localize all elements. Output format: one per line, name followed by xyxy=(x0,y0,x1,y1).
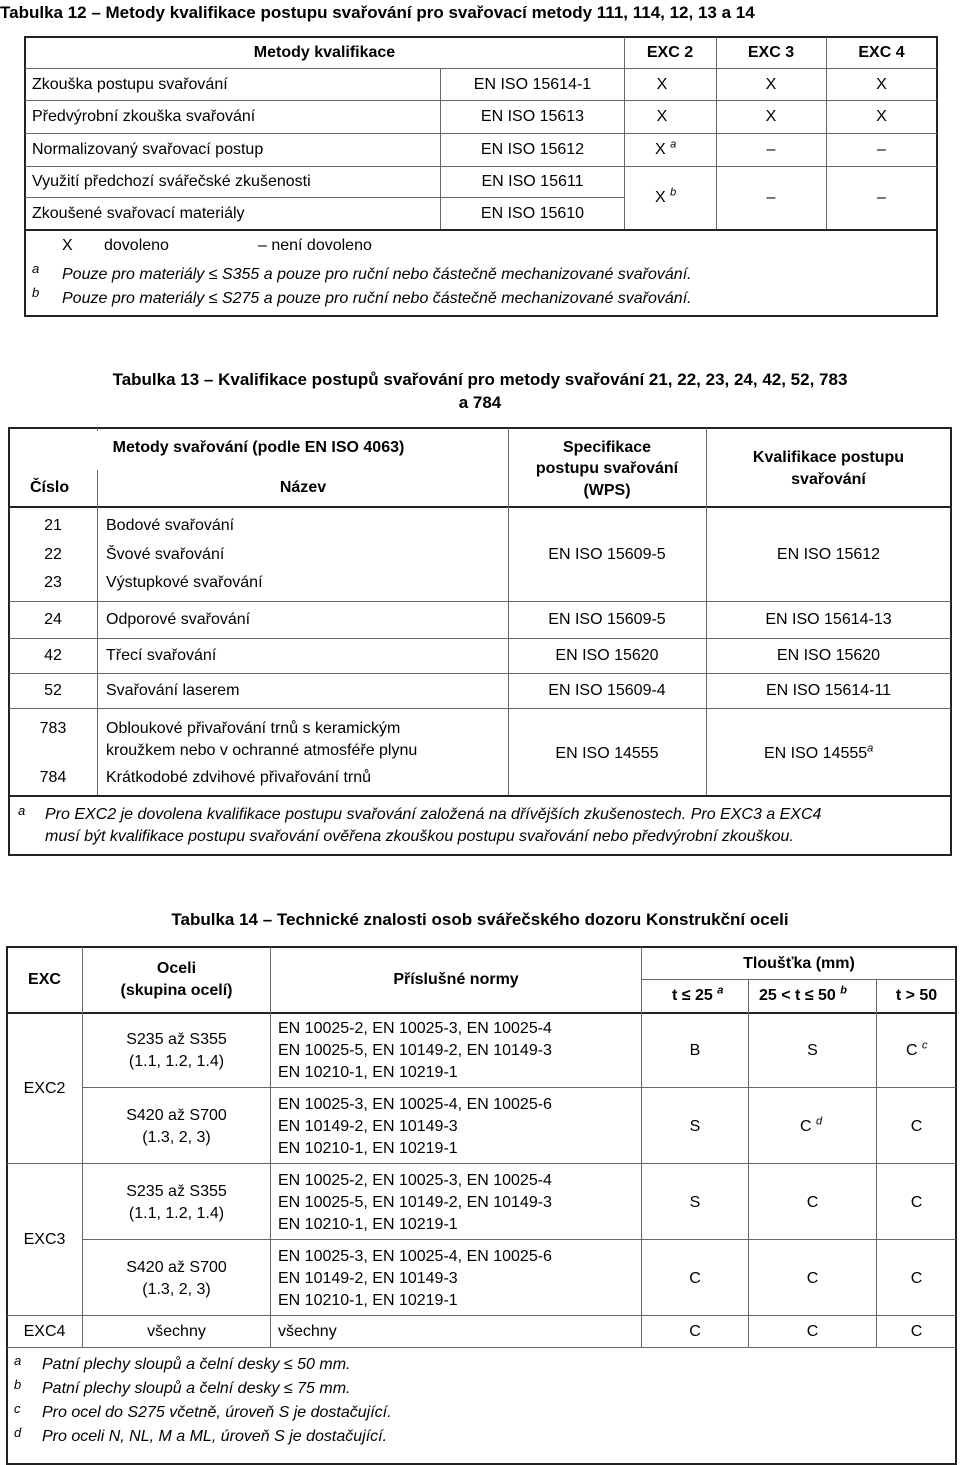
t14-norm: EN 10210-1, EN 10219-1 xyxy=(278,1064,458,1081)
t13-note-mark: a xyxy=(18,803,26,818)
t12-row-exc3: – xyxy=(766,141,776,158)
t12-note-mark: a xyxy=(32,261,40,276)
t14-grade: C xyxy=(806,1194,819,1211)
t14-norm: EN 10149-2, EN 10149-3 xyxy=(278,1270,458,1287)
t14-norm: EN 10025-2, EN 10025-3, EN 10025-4 xyxy=(278,1172,552,1189)
t14-norm: EN 10025-5, EN 10149-2, EN 10149-3 xyxy=(278,1194,552,1211)
t14-exc4: EXC4 xyxy=(23,1323,66,1340)
t12-row-exc4: – xyxy=(877,141,886,158)
t13-row-num: 21 xyxy=(44,517,62,534)
t13-group2-wps: EN ISO 14555 xyxy=(555,745,659,762)
t14-grade: C xyxy=(910,1323,923,1340)
t14-steel: S235 až S355 xyxy=(126,1183,227,1200)
t14-head-steel: Oceli xyxy=(156,960,197,977)
t14-norm: EN 10025-5, EN 10149-2, EN 10149-3 xyxy=(278,1042,552,1059)
t13-row-num: 783 xyxy=(39,720,67,737)
t12-note-mark: b xyxy=(32,285,40,300)
table13-title-line1: Tabulka 13 – Kvalifikace postupů svařování pro metody svařování 21, 22, 23, 24, 42, 52, 783 xyxy=(112,370,848,389)
t14-norm: EN 10210-1, EN 10219-1 xyxy=(278,1216,458,1233)
t13-head-number: Číslo xyxy=(30,479,70,496)
t14-steel-group: (1.3, 2, 3) xyxy=(142,1281,211,1298)
t13-row-name: Svařování laserem xyxy=(106,682,240,699)
t13-row-wps: EN ISO 15609-5 xyxy=(548,611,666,628)
t13-head-qual: Kvalifikace postupu xyxy=(752,449,905,466)
t14-head-col3: t > 50 xyxy=(895,987,938,1004)
t13-row-qual: EN ISO 15620 xyxy=(776,647,881,664)
t13-row-qual: EN ISO 15614-11 xyxy=(765,682,892,699)
t13-row-num: 52 xyxy=(44,682,62,699)
t14-exc4-norms: všechny xyxy=(278,1323,337,1340)
t14-norm: EN 10210-1, EN 10219-1 xyxy=(278,1140,458,1157)
t12-head-methods: Metody kvalifikace xyxy=(253,44,396,61)
t13-row-qual: EN ISO 15614-13 xyxy=(765,611,892,628)
t13-row-num: 42 xyxy=(44,647,62,664)
t14-norm: EN 10025-3, EN 10025-4, EN 10025-6 xyxy=(278,1248,552,1265)
t12-row-name: Využití předchozí svářečské zkušenosti xyxy=(32,173,311,190)
t13-row-num: 24 xyxy=(44,611,62,628)
t14-grade: S xyxy=(689,1194,701,1211)
t14-head-col1: t ≤ 25 $^a$ xyxy=(672,984,724,1004)
t12-row-exc3: X xyxy=(765,76,777,93)
t14-norm: EN 10149-2, EN 10149-3 xyxy=(278,1118,458,1135)
t14-head-thickness: Tloušťka (mm) xyxy=(743,955,855,972)
t12-legend-x: X xyxy=(62,237,73,254)
t14-grade: C $^c$ xyxy=(906,1039,928,1059)
t14-norm: EN 10025-2, EN 10025-3, EN 10025-4 xyxy=(278,1020,552,1037)
t13-group1-qual: EN ISO 15612 xyxy=(776,546,881,563)
t14-note-mark: a xyxy=(14,1353,22,1368)
t13-head-wps: postupu svařování xyxy=(535,460,679,477)
t14-note-mark: c xyxy=(14,1401,21,1416)
t12-legend-allowed: dovoleno xyxy=(104,237,169,254)
t12-row-std: EN ISO 15611 xyxy=(481,173,584,190)
t12-row-exc2: X $^a$ xyxy=(655,138,677,158)
t14-note-mark: b xyxy=(14,1377,22,1392)
t14-norm: EN 10210-1, EN 10219-1 xyxy=(278,1292,458,1309)
t14-note-text: Pro oceli N, NL, M a ML, úroveň S je dostačující. xyxy=(42,1428,388,1445)
t13-note-text: musí být kvalifikace postupu svařování ověřena zkouškou postupu svařování nebo předvýrobní zkouškou. xyxy=(45,828,794,845)
t14-head-steel: (skupina ocelí) xyxy=(120,982,233,999)
t14-grade: C xyxy=(910,1118,923,1135)
t14-grade: C xyxy=(806,1323,819,1340)
t14-steel-group: (1.3, 2, 3) xyxy=(142,1129,211,1146)
t13-row-wps: EN ISO 15620 xyxy=(555,647,659,664)
t12-row-name: Zkoušené svařovací materiály xyxy=(32,205,245,222)
t12-row-std: EN ISO 15613 xyxy=(480,108,585,125)
t12-row-name: Předvýrobní zkouška svařování xyxy=(32,108,256,125)
t14-exc4-steel: všechny xyxy=(147,1323,206,1340)
t14-note-text: Patní plechy sloupů a čelní desky ≤ 75 mm. xyxy=(42,1380,351,1397)
t14-steel: S420 až S700 xyxy=(126,1259,227,1276)
t12-head-exc2: EXC 2 xyxy=(646,44,694,61)
table13-title-line2: a 784 xyxy=(458,393,502,412)
t12-head-exc3: EXC 3 xyxy=(747,44,795,61)
t14-head-exc: EXC xyxy=(28,971,61,988)
t14-note-text: Patní plechy sloupů a čelní desky ≤ 50 mm. xyxy=(42,1356,351,1373)
t12-head-exc4: EXC 4 xyxy=(858,44,905,61)
t12-note-text: Pouze pro materiály ≤ S355 a pouze pro ruční nebo částečně mechanizované svařování. xyxy=(62,266,692,283)
t13-row-wps: EN ISO 15609-4 xyxy=(548,682,666,699)
t13-row-name: Obloukové přivařování trnů s keramickým xyxy=(106,720,401,737)
t13-note-text: Pro EXC2 je dovolena kvalifikace postupu svařování založená na dřívějších zkušenostech. Pro EXC3 a EXC4 xyxy=(45,806,822,823)
t12-legend-not-allowed: – není dovoleno xyxy=(258,237,372,254)
t14-grade: B xyxy=(689,1042,701,1059)
t13-row-num: 23 xyxy=(44,574,62,591)
t14-grade: S xyxy=(689,1118,701,1135)
t12-row-exc3: X xyxy=(765,108,777,125)
t14-grade: C xyxy=(910,1270,923,1287)
t13-head-wps: (WPS) xyxy=(583,482,631,499)
t14-grade: S xyxy=(807,1042,818,1059)
t14-note-mark: d xyxy=(14,1425,22,1440)
t13-group1-wps: EN ISO 15609-5 xyxy=(548,546,666,563)
t12-row-std: EN ISO 15614-1 xyxy=(473,76,592,93)
t13-head-wps: Specifikace xyxy=(562,439,652,456)
t13-head-qual: svařování xyxy=(791,471,866,488)
t13-row-name: Švové svařování xyxy=(106,546,225,563)
t14-steel: S420 až S700 xyxy=(126,1107,227,1124)
table12-title: Tabulka 12 – Metody kvalifikace postupu svařování pro svařovací metody 111, 114, 12, 13 a 14 xyxy=(0,3,755,22)
t12-row-exc2: X xyxy=(656,76,668,93)
t12-row-std: EN ISO 15612 xyxy=(480,141,585,158)
t13-row-name: Bodové svařování xyxy=(106,517,235,534)
t14-note-text: Pro ocel do S275 včetně, úroveň S je dostačující. xyxy=(42,1404,392,1421)
t14-grade: C xyxy=(689,1270,701,1287)
t13-group2-qual: EN ISO 14555$^a$ xyxy=(764,742,874,762)
t13-row-name: Odporové svařování xyxy=(106,611,251,628)
t14-head-col2: 25 < t ≤ 50 $^b$ xyxy=(759,984,848,1004)
t12-row-exc2: X xyxy=(656,108,668,125)
t13-row-name: Výstupkové svařování xyxy=(106,574,263,591)
t13-row-num: 22 xyxy=(44,546,62,563)
t14-exc2: EXC2 xyxy=(23,1080,66,1097)
t14-steel-group: (1.1, 1.2, 1.4) xyxy=(128,1205,225,1222)
t14-grade: C $^d$ xyxy=(800,1115,823,1135)
t12-row-name: Normalizovaný svařovací postup xyxy=(32,141,264,158)
t12-merged-exc3: – xyxy=(766,189,776,206)
t13-head-methods: Metody svařování (podle EN ISO 4063) xyxy=(112,439,405,456)
t14-grade: C xyxy=(910,1194,923,1211)
t12-merged-exc2: X $^b$ xyxy=(655,186,677,206)
t12-row-std: EN ISO 15610 xyxy=(480,205,585,222)
table14-title: Tabulka 14 – Technické znalosti osob svářečského dozoru Konstrukční oceli xyxy=(171,910,789,929)
t14-head-norms: Příslušné normy xyxy=(393,971,519,988)
t14-norm: EN 10025-3, EN 10025-4, EN 10025-6 xyxy=(278,1096,552,1113)
t13-row-name: kroužkem nebo v ochranné atmosféře plynu xyxy=(106,742,418,759)
t13-row-name: Krátkodobé zdvihové přivařování trnů xyxy=(106,769,372,786)
t12-merged-exc4: – xyxy=(877,189,886,206)
t14-steel-group: (1.1, 1.2, 1.4) xyxy=(128,1053,225,1070)
t12-note-text: Pouze pro materiály ≤ S275 a pouze pro ruční nebo částečně mechanizované svařování. xyxy=(62,290,692,307)
t14-grade: C xyxy=(689,1323,701,1340)
t12-row-exc4: X xyxy=(876,108,887,125)
t12-row-name: Zkouška postupu svařování xyxy=(32,76,228,93)
t14-exc3: EXC3 xyxy=(23,1231,66,1248)
t14-grade: C xyxy=(806,1270,819,1287)
t12-row-exc4: X xyxy=(876,76,887,93)
t13-row-num: 784 xyxy=(39,769,67,786)
t14-steel: S235 až S355 xyxy=(126,1031,227,1048)
t13-row-name: Třecí svařování xyxy=(106,647,217,664)
t13-head-name: Název xyxy=(279,479,327,496)
